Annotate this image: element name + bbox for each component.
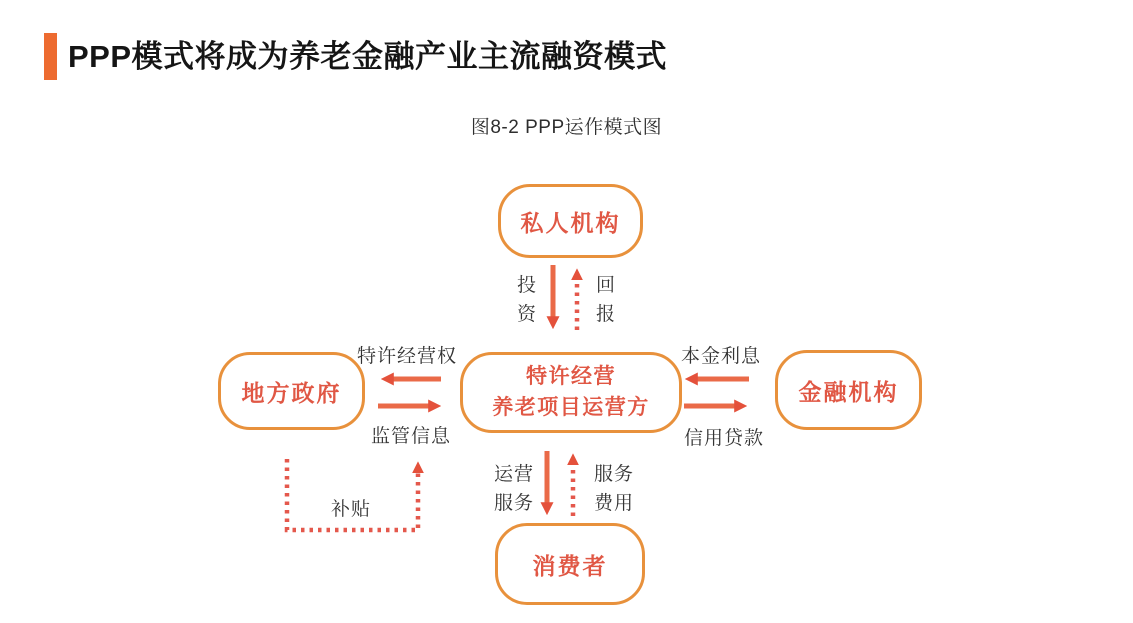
page-title: PPP模式将成为养老金融产业主流融资模式: [68, 39, 668, 74]
node-local-government: [218, 352, 365, 430]
label-subsidy: 补贴: [331, 499, 372, 520]
node-operator: [460, 352, 682, 433]
node-private-institution-label: 私人机构: [520, 209, 621, 236]
label-principal-interest: 本金利息: [681, 346, 762, 367]
node-operator-label-line2: 养老项目运营方: [492, 395, 650, 419]
label-invest: 投资: [516, 275, 537, 325]
figure-caption: 图8-2 PPP运作模式图: [470, 117, 663, 138]
node-financial-institution-label: 金融机构: [798, 378, 899, 405]
node-operator-label-line1: 特许经营: [526, 365, 616, 389]
label-supervision-info: 监管信息: [371, 426, 452, 447]
node-consumer: [495, 523, 645, 605]
label-operation-service: 运营服务: [493, 464, 534, 515]
label-return: 回报: [595, 275, 616, 325]
label-credit-loan: 信用贷款: [684, 428, 765, 449]
label-franchise-rights: 特许经营权: [357, 346, 458, 367]
label-service-fee: 服务费用: [593, 464, 634, 515]
node-consumer-label: 消费者: [532, 552, 608, 579]
node-financial-institution: [775, 350, 922, 430]
node-private-institution: [498, 184, 643, 258]
node-local-government-label: 地方政府: [241, 379, 342, 406]
